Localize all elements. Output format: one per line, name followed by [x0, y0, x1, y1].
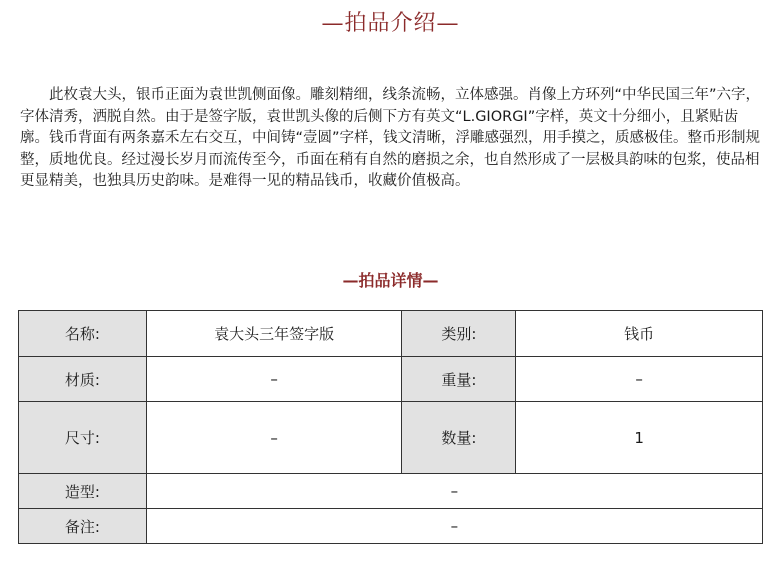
material-value: – — [146, 357, 402, 402]
intro-paragraph: 此枚袁大头，银币正面为袁世凯侧面像。雕刻精细，线条流畅，立体感强。肖像上方环列“中华民国三年”六字，字体清秀，洒脱自然。由于是签字版，袁世凯头像的后侧下方有英文“L.GIORGI”字样，英文十分细小，且紧贴齿廓。钱币背面有两条嘉禾左右交互，中间铸“壹圆”字样，钱文清晰，浮雕感强烈，用手摸之，质感极佳。整币形制规整，质地优良。经过漫长岁月而流传至今，币面在稍有自然的磨损之余，也自然形成了一层极具韵味的包浆，使品相更显精美，也独具历史韵味。是难得一见的精品钱币，收藏价值极高。 — [20, 87, 761, 190]
size-value: – — [146, 402, 402, 474]
quantity-label: 数量: — [402, 402, 516, 474]
table-row — [19, 474, 763, 509]
size-label: 尺寸: — [19, 402, 147, 474]
shape-value: – — [146, 474, 762, 509]
table-row — [19, 402, 763, 474]
category-value: 钱币 — [516, 311, 763, 357]
section-title-intro: —拍品介绍— — [321, 11, 460, 36]
remark-value: – — [146, 509, 762, 544]
table-row — [19, 357, 763, 402]
table-row — [19, 509, 763, 544]
section-title-details: —拍品详情— — [342, 271, 439, 290]
category-label: 类别: — [402, 311, 516, 357]
remark-label: 备注: — [19, 509, 147, 544]
shape-label: 造型: — [19, 474, 147, 509]
quantity-value: 1 — [516, 402, 763, 474]
weight-label: 重量: — [402, 357, 516, 402]
details-table — [18, 310, 763, 544]
material-label: 材质: — [19, 357, 147, 402]
weight-value: – — [516, 357, 763, 402]
table-row — [19, 311, 763, 357]
name-value: 袁大头三年签字版 — [146, 311, 402, 357]
name-label: 名称: — [19, 311, 147, 357]
